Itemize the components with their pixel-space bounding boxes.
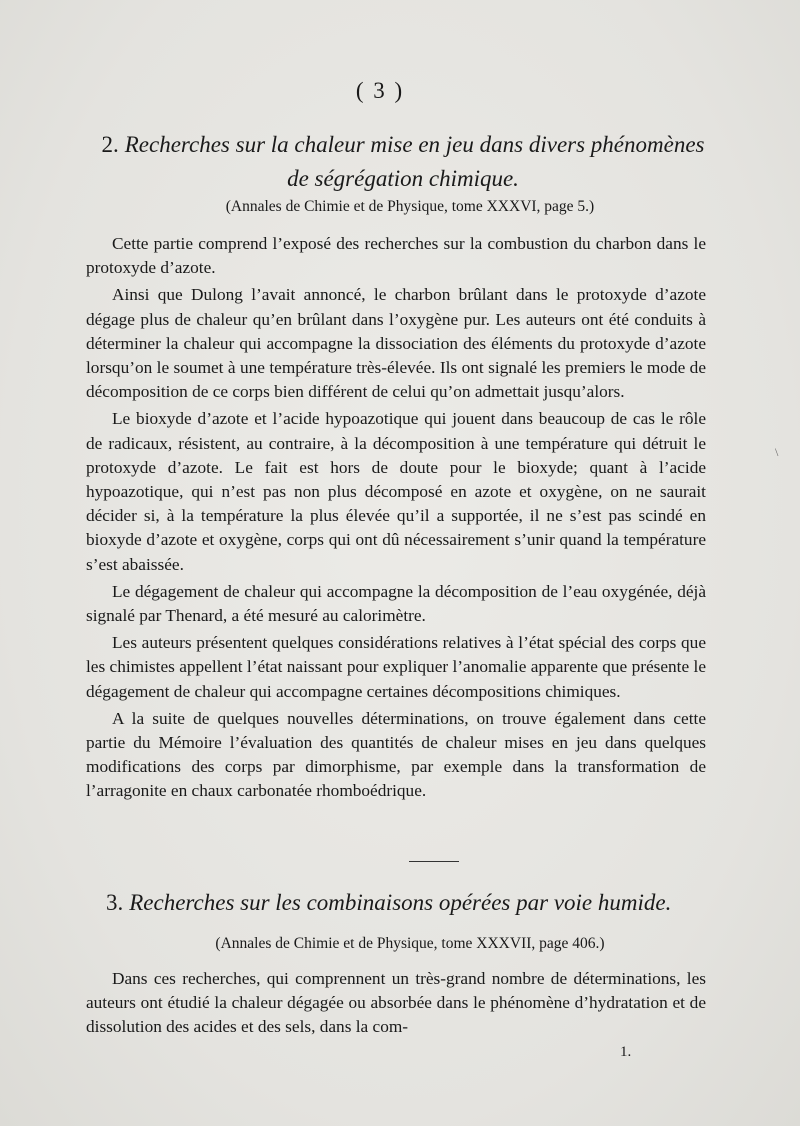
paragraph: Dans ces recherches, qui comprennent un très-grand nombre de déterminations, les auteurs ont étudié la chaleur dégagée ou absorbée dans le phénomène d’hydratation et de dissolution des acides et des sels, dans la com- [86, 969, 706, 1037]
section-3-body [86, 967, 706, 1043]
paragraph: Les auteurs présentent quelques considérations relatives à l’état spécial des corps que les chimistes appellent l’état naissant pour expliquer l’anomalie apparente que présente le dégagement de chaleur qui accompagne certaines décompositions chimiques. [86, 633, 706, 701]
section-3-citation: (Annales de Chimie et de Physique, tome XXXVII, page 406.) [215, 935, 605, 952]
section-3-number: 3. [106, 890, 124, 915]
paragraph: A la suite de quelques nouvelles déterminations, on trouve également dans cette partie du Mémoire l’évaluation des quantités de chaleur mises en jeu dans quelques modifications des corps par dimorphisme, par exemple dans la transformation de l’arragonite en chaux carbonatée rhomboédrique. [86, 708, 706, 801]
section-3-title [106, 886, 706, 920]
section-2-body [86, 232, 706, 807]
section-2-title [98, 128, 708, 196]
section-divider [409, 861, 459, 862]
margin-mark: \ [775, 445, 779, 459]
paragraph: Le bioxyde d’azote et l’acide hypoazotique qui jouent dans beaucoup de cas le rôle de radicaux, résistent, au contraire, à la décomposition à une température qui détruit le protoxyde d’azote. Le fait est hors de doute pour le bioxyde; quant à l’acide hypoazotique, qui n’est pas non plus décomposé en azote et oxygène, on ne saurait décider si, à la température la plus élevée qu’il a supportée, il ne s’est pas scindé en bioxyde d’azote et oxygène, corps qui ont dû nécessairement s’unir quand la température s’est abaissée. [86, 409, 706, 574]
paragraph: Le dégagement de chaleur qui accompagne la décomposition de l’eau oxygénée, déjà signalé par Thenard, a été mesuré au calorimètre. [86, 581, 706, 626]
paragraph: Cette partie comprend l’exposé des recherches sur la combustion du charbon dans le protoxyde d’azote. [86, 234, 706, 278]
section-2-title-line2: de ségrégation chimique. [287, 166, 519, 191]
section-2-citation: (Annales de Chimie et de Physique, tome XXXVI, page 5.) [225, 198, 595, 215]
section-2-number: 2. [101, 132, 119, 157]
page-number: ( 3 ) [355, 78, 405, 103]
signature-mark: 1. [620, 1044, 632, 1060]
section-2-title-line1: Recherches sur la chaleur mise en jeu dans divers phénomènes [124, 132, 705, 157]
paragraph: Ainsi que Dulong l’avait annoncé, le charbon brûlant dans le protoxyde d’azote dégage plus de chaleur qu’en brûlant dans l’oxygène pur. Les auteurs ont été conduits à déterminer la chaleur qui accompagne la dissociation des éléments du protoxyde d’azote lorsqu’on le soumet à une température très-élevée. Ils ont signalé les premiers le mode de décomposition de ce corps bien différent de celui qu’on admettait jusqu’alors. [86, 285, 706, 402]
section-3-title-text: Recherches sur les combinaisons opérées par voie humide. [129, 890, 672, 915]
